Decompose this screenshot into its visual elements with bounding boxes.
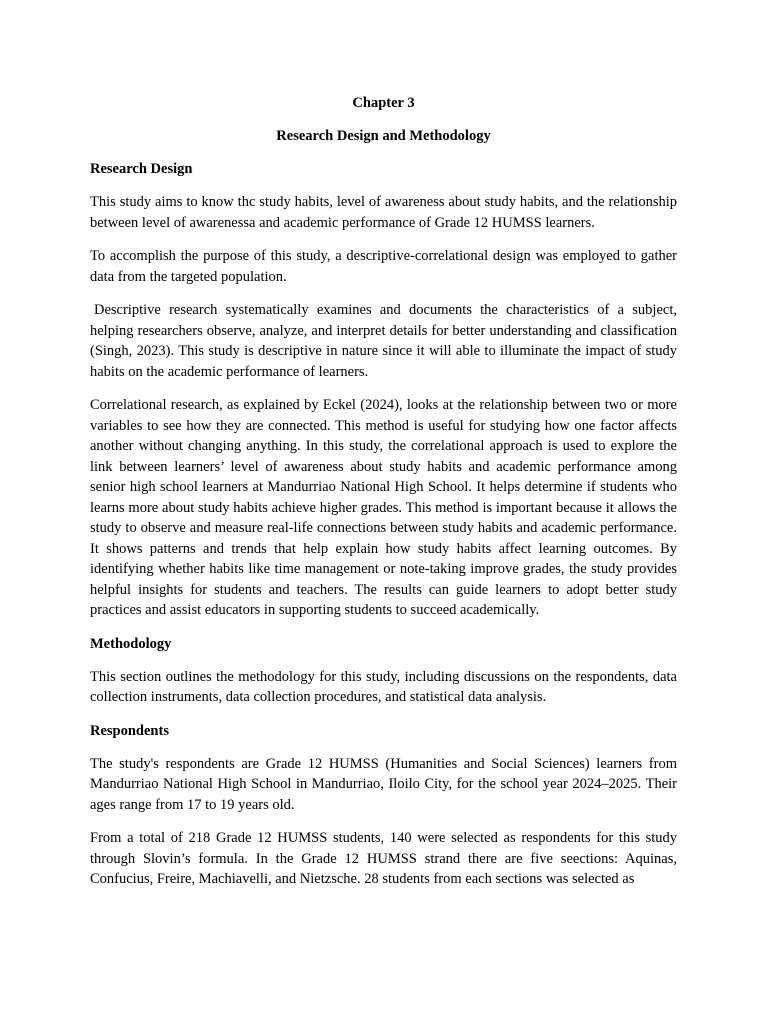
section-heading-respondents: Respondents <box>90 722 169 739</box>
section-heading-methodology: Methodology <box>90 635 172 652</box>
paragraph: Correlational research, as explained by Eckel (2024), looks at the relationship between two or more variables to see how they are connected. This method is useful for studying how one factor affects another without changing anything. In this study, the correlational approach is used to explore the link between learners’ level of awareness about study habits and academic performance among senior high school learners at Mandurriao National High School. It helps determine if students who learns more about study habits achieve higher grades. This method is important because it allows the study to observe and measure real-life connections between study habits and academic performance. It shows patterns and trends that help explain how study habits affect learning outcomes. By identifying whether habits like time management or note-taking improve grades, the study provides helpful insights for students and teachers. The results can guide learners to adopt better study practices and assist educators in supporting students to succeed academically. <box>90 397 677 618</box>
document-page <box>90 93 677 903</box>
document-title: Research Design and Methodology <box>276 128 491 144</box>
section-heading-research-design: Research Design <box>90 161 193 177</box>
paragraph: Descriptive research systematically examines and documents the characteristics of a subject, helping researchers observe, analyze, and interpret details for better understanding and classification (Singh, 2023). This study is descriptive in nature since it will able to illuminate the impact of study habits on the academic performance of learners. <box>90 302 677 380</box>
paragraph: This section outlines the methodology for this study, including discussions on the respondents, data collection instruments, data collection procedures, and statistical data analysis. <box>90 668 677 705</box>
paragraph: From a total of 218 Grade 12 HUMSS students, 140 were selected as respondents for this study through Slovin’s formula. In the Grade 12 HUMSS strand there are five seections: Aquinas, Confucius, Freire, Machiavelli, and Nietzsche. 28 students from each sections was selected as <box>90 830 677 887</box>
paragraph: The study's respondents are Grade 12 HUMSS (Humanities and Social Sciences) learners from Mandurriao National High School in Mandurriao, Iloilo City, for the school year 2024–2025. Their ages range from 17 to 19 years old. <box>90 755 677 813</box>
paragraph: This study aims to know thc study habits, level of awareness about study habits, and the relationship between level of awarenessa and academic performance of Grade 12 HUMSS learners. <box>90 194 677 231</box>
paragraph: To accomplish the purpose of this study, a descriptive-correlational design was employed to gather data from the targeted population. <box>90 248 677 285</box>
chapter-label: Chapter 3 <box>352 95 415 111</box>
